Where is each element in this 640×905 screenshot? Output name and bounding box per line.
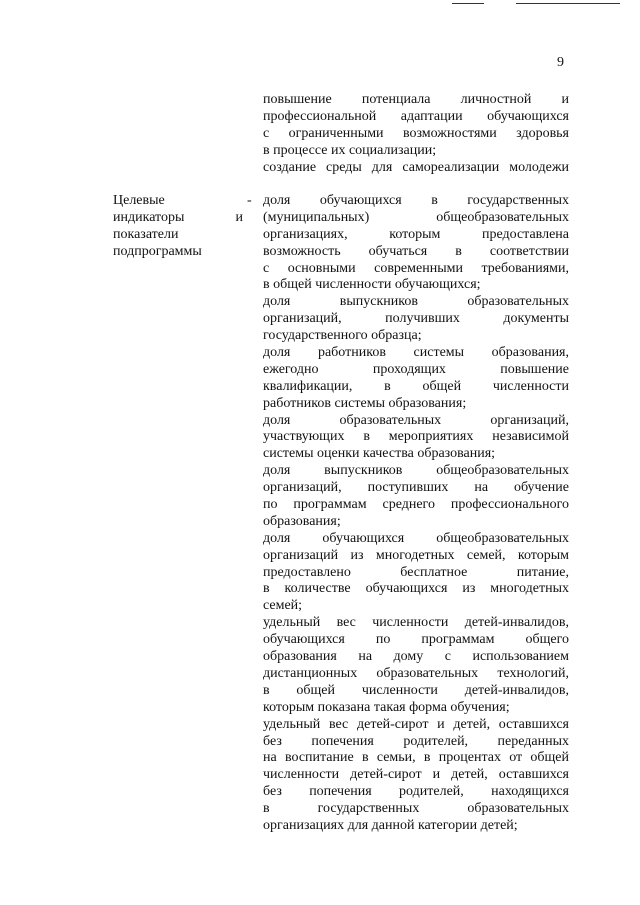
indicator-line: численности детей-сирот и детей, оставшихся <box>263 767 569 783</box>
intro-line: с ограниченными возможностями здоровья <box>263 125 569 141</box>
indicator-line: доля образовательных организаций, <box>263 412 569 428</box>
indicator-line: государственного образца; <box>263 328 422 344</box>
section-label <box>113 193 243 261</box>
indicator-line: системы оценки качества образования; <box>263 446 496 462</box>
indicator-line: обучающихся по программам общего <box>263 632 569 648</box>
indicator-line: образования; <box>263 513 341 529</box>
section-label-line: Целевые <box>113 193 165 208</box>
indicator-line: в общей численности детей-инвалидов, <box>263 682 569 698</box>
label-dash: - <box>247 193 252 208</box>
indicator-line: доля выпускников образовательных <box>263 294 569 310</box>
indicator-line: организаций из многодетных семей, которым <box>263 547 569 563</box>
indicator-line: возможность обучаться в соответствии <box>263 243 569 259</box>
indicator-line: доля обучающихся общеобразовательных <box>263 530 569 546</box>
top-rule-right <box>516 3 620 4</box>
indicator-line: в государственных образовательных <box>263 801 569 817</box>
indicator-line: на воспитание в семьи, в процентах от общей <box>263 750 569 766</box>
page-number: 9 <box>557 55 564 70</box>
indicator-line: организациях для данной категории детей; <box>263 817 518 833</box>
intro-line: создание среды для самореализации молодежи <box>263 159 569 175</box>
indicator-line: доля работников системы образования, <box>263 345 569 361</box>
indicator-line: с основными современными требованиями, <box>263 260 569 276</box>
indicator-line: ежегодно проходящих повышение <box>263 361 569 377</box>
indicator-line: без попечения родителей, переданных <box>263 733 569 749</box>
indicator-line: участвующих в мероприятиях независимой <box>263 429 569 445</box>
indicator-line: семей; <box>263 598 303 614</box>
indicator-line: доля выпускников общеобразовательных <box>263 463 569 479</box>
indicator-line: дистанционных образовательных технологий, <box>263 665 569 681</box>
indicator-line: организациях, которым предоставлена <box>263 226 569 242</box>
section-label-line: индикаторы и <box>113 209 243 225</box>
indicator-line: организаций, поступивших на обучение <box>263 480 569 496</box>
indicator-line: образования на дому с использованием <box>263 649 569 665</box>
indicator-line: удельный вес детей-сирот и детей, оставшихся <box>263 716 569 732</box>
indicators-list <box>263 193 569 835</box>
indicator-line: в общей численности обучающихся; <box>263 277 481 293</box>
section-label-line: подпрограммы <box>113 243 202 259</box>
intro-line: повышение потенциала личностной и <box>263 92 569 107</box>
indicator-line: без попечения родителей, находящихся <box>263 784 569 800</box>
section-label-line: показатели <box>113 226 179 242</box>
indicator-line: работников системы образования; <box>263 395 467 411</box>
indicator-line: (муниципальных) общеобразовательных <box>263 209 569 225</box>
top-rule-left <box>452 3 484 4</box>
indicator-line: которым показана такая форма обучения; <box>263 699 510 715</box>
intro-paragraph <box>263 92 569 176</box>
indicator-line: квалификации, в общей численности <box>263 378 569 394</box>
indicator-line: по программам среднего профессионального <box>263 497 569 513</box>
intro-line: в процессе их социализации; <box>263 142 437 158</box>
indicator-line: удельный вес численности детей-инвалидов, <box>263 615 569 631</box>
indicator-line: доля обучающихся в государственных <box>263 193 569 208</box>
intro-line: профессиональной адаптации обучающихся <box>263 108 569 124</box>
indicator-line: организаций, получивших документы <box>263 311 569 327</box>
indicator-line: в количестве обучающихся из многодетных <box>263 581 569 597</box>
indicator-line: предоставлено бесплатное питание, <box>263 564 569 580</box>
